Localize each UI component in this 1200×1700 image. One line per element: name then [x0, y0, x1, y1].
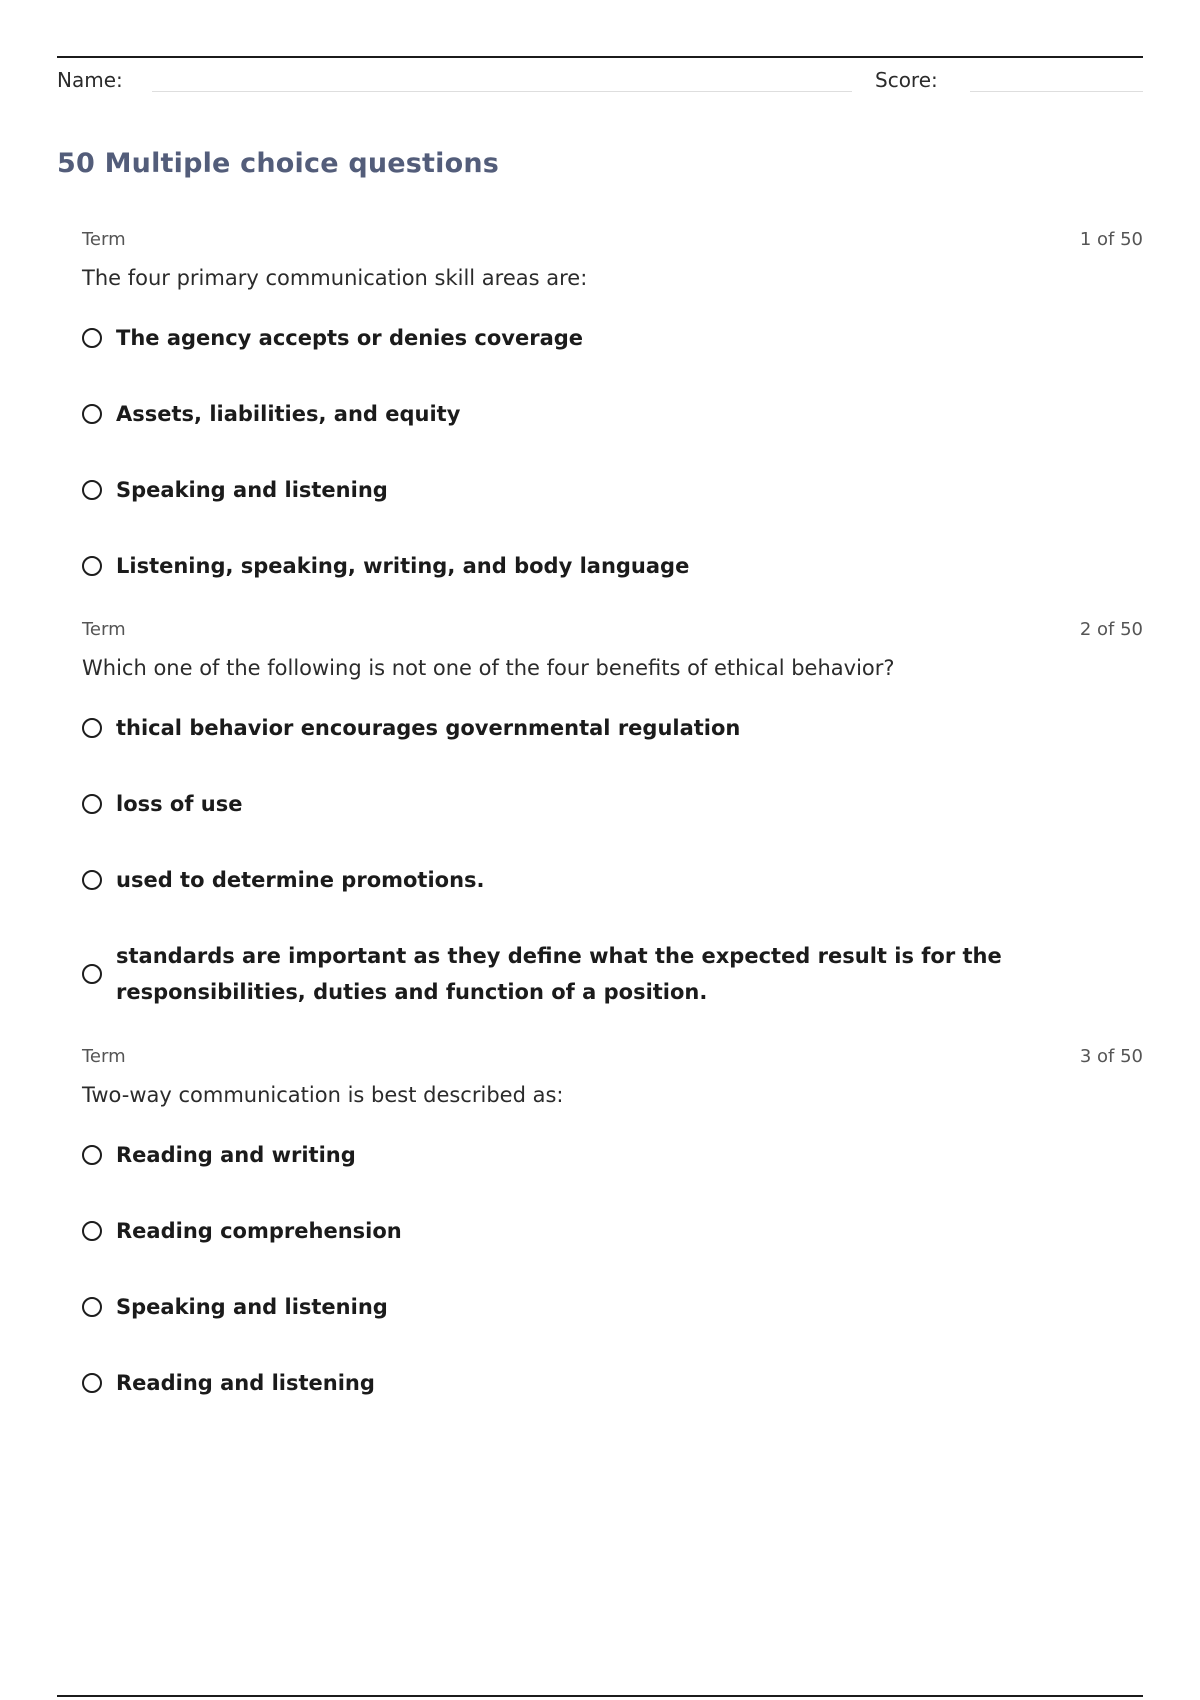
- answer-option-label: Listening, speaking, writing, and body language: [116, 554, 690, 578]
- bottom-divider: [57, 1695, 1143, 1697]
- answer-option[interactable]: [82, 472, 1143, 508]
- radio-button-icon[interactable]: [82, 328, 102, 348]
- top-divider: [57, 56, 1143, 58]
- answer-option-label: thical behavior encourages governmental regulation: [116, 716, 741, 740]
- answer-option-label: used to determine promotions.: [116, 868, 485, 892]
- answer-option-label: Speaking and listening: [116, 1295, 388, 1319]
- answer-option-label: Reading and listening: [116, 1371, 375, 1395]
- answer-option-label: loss of use: [116, 792, 243, 816]
- term-label: Term: [82, 229, 126, 250]
- answer-options: [82, 1137, 1143, 1401]
- answer-option-label: The agency accepts or denies coverage: [116, 326, 584, 350]
- question-header: [82, 226, 1143, 254]
- question-counter: 2 of 50: [1079, 619, 1143, 640]
- radio-button-icon[interactable]: [82, 794, 102, 814]
- answer-option[interactable]: [82, 396, 1143, 432]
- name-label: Name:: [57, 68, 123, 92]
- answer-option-label: standards are important as they define what the expected result is for the responsibilities, duties and function of a position.: [116, 944, 1002, 1004]
- answer-option[interactable]: [82, 710, 1143, 746]
- answer-option[interactable]: [82, 862, 1143, 898]
- radio-button-icon[interactable]: [82, 718, 102, 738]
- radio-button-icon[interactable]: [82, 404, 102, 424]
- answer-option[interactable]: [82, 1137, 1143, 1173]
- question-text: The four primary communication skill areas are:: [82, 266, 588, 290]
- answer-option[interactable]: [82, 1213, 1143, 1249]
- question-text: Two-way communication is best described as:: [82, 1083, 564, 1107]
- question-2: [82, 616, 1143, 1050]
- name-score-row: [57, 62, 1143, 98]
- radio-button-icon[interactable]: [82, 1373, 102, 1393]
- radio-button-icon[interactable]: [82, 556, 102, 576]
- answer-option[interactable]: [82, 320, 1143, 356]
- radio-button-icon[interactable]: [82, 1297, 102, 1317]
- answer-option-label: Reading comprehension: [116, 1219, 402, 1243]
- answer-option[interactable]: [82, 1289, 1143, 1325]
- answer-options: [82, 320, 1143, 584]
- score-label: Score:: [875, 68, 938, 92]
- answer-options: [82, 710, 1143, 1010]
- question-header: [82, 1043, 1143, 1071]
- answer-option-label: Reading and writing: [116, 1143, 356, 1167]
- question-3: [82, 1043, 1143, 1441]
- radio-button-icon[interactable]: [82, 870, 102, 890]
- radio-button-icon[interactable]: [82, 1145, 102, 1165]
- answer-option[interactable]: [82, 938, 1143, 1010]
- question-counter: 1 of 50: [1079, 229, 1143, 250]
- term-label: Term: [82, 619, 126, 640]
- answer-option-label: Assets, liabilities, and equity: [116, 402, 461, 426]
- name-field[interactable]: [152, 69, 852, 92]
- term-label: Term: [82, 1046, 126, 1067]
- radio-button-icon[interactable]: [82, 480, 102, 500]
- radio-button-icon[interactable]: [82, 1221, 102, 1241]
- answer-option[interactable]: [82, 1365, 1143, 1401]
- answer-option[interactable]: [82, 548, 1143, 584]
- radio-button-icon[interactable]: [82, 964, 102, 984]
- section-title: 50 Multiple choice questions: [57, 148, 500, 179]
- question-1: [82, 226, 1143, 624]
- answer-option[interactable]: [82, 786, 1143, 822]
- score-field[interactable]: [970, 69, 1143, 92]
- question-text: Which one of the following is not one of the four benefits of ethical behavior?: [82, 656, 895, 680]
- question-counter: 3 of 50: [1079, 1046, 1143, 1067]
- question-header: [82, 616, 1143, 644]
- answer-option-label: Speaking and listening: [116, 478, 388, 502]
